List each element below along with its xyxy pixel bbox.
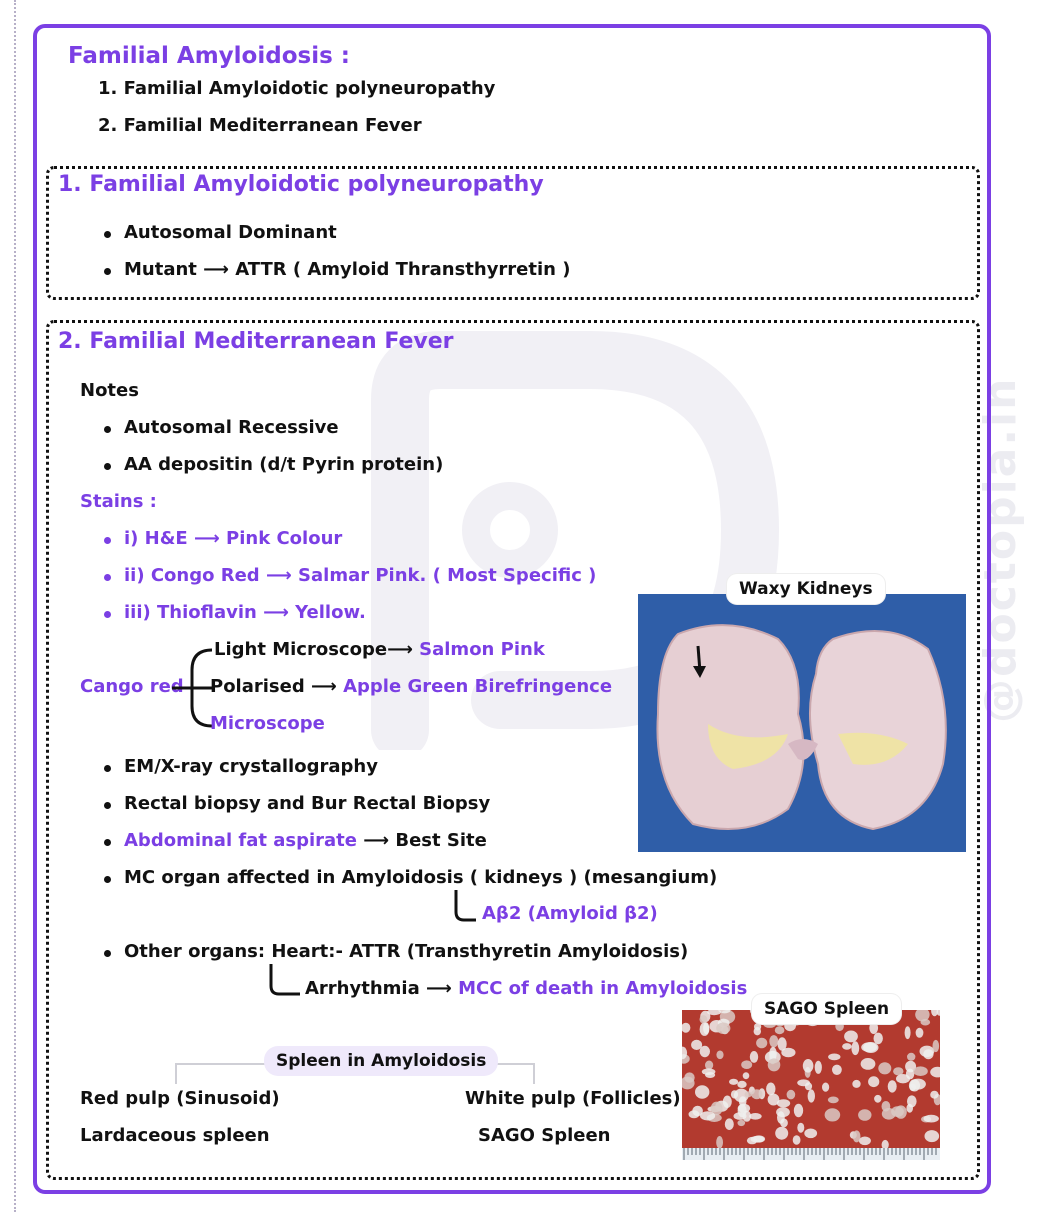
sago-nodule xyxy=(808,1089,815,1102)
intro-item-1: 1. Familial Amyloidotic polyneuropathy xyxy=(98,78,496,99)
sago-nodule xyxy=(794,1104,803,1117)
sago-nodule xyxy=(822,1083,829,1092)
bullet-dot xyxy=(104,231,111,238)
sago-nodule xyxy=(716,1136,723,1149)
sago-nodule xyxy=(924,1115,939,1123)
sago-nodule xyxy=(832,1065,842,1075)
sago-spleen-image xyxy=(682,1010,940,1160)
sago-nodule xyxy=(741,1060,752,1069)
bullet-dot xyxy=(104,802,111,809)
sago-nodule xyxy=(907,1053,915,1061)
sago-nodule xyxy=(787,1090,796,1100)
ab2-note: Aβ2 (Amyloid β2) xyxy=(482,903,658,924)
sago-nodule xyxy=(725,1118,734,1130)
bullet-dot xyxy=(104,876,111,883)
sago-nodule xyxy=(775,1026,785,1034)
sago-nodule xyxy=(769,1035,778,1047)
sago-nodule xyxy=(907,1095,917,1107)
intro-item-2: 2. Familial Mediterranean Fever xyxy=(98,115,422,136)
mc-organ-item: MC organ affected in Amyloidosis ( kidneys ) (mesangium) xyxy=(124,867,718,888)
sago-nodule xyxy=(905,1026,911,1039)
note-autosomal-recessive: Autosomal Recessive xyxy=(124,417,339,438)
sago-nodule xyxy=(874,1095,881,1103)
sago-nodule xyxy=(861,1058,876,1070)
waxy-kidneys-image xyxy=(638,594,966,852)
bullet-dot xyxy=(104,950,111,957)
ab2-connector xyxy=(452,888,478,924)
spleen-white-pulp: White pulp (Follicles) xyxy=(465,1088,681,1109)
sago-nodule xyxy=(731,1090,738,1098)
bullet-dot xyxy=(104,765,111,772)
sago-nodule xyxy=(756,1038,767,1049)
sago-nodule xyxy=(729,1079,738,1085)
sago-nodule xyxy=(930,1091,938,1099)
sago-nodule xyxy=(874,1033,883,1045)
waxy-kidneys-label: Waxy Kidneys xyxy=(727,574,885,604)
fat-aspirate-item: Abdominal fat aspirate ⟶ Best Site xyxy=(124,830,487,851)
sago-nodule xyxy=(750,1051,758,1063)
sago-nodule xyxy=(775,1127,788,1140)
notes-label: Notes xyxy=(80,380,139,401)
sago-nodule xyxy=(768,1094,780,1106)
section-1-bullet-1: Autosomal Dominant xyxy=(124,222,337,243)
sago-nodule xyxy=(888,1080,897,1092)
sago-nodule xyxy=(797,1079,810,1086)
sago-nodule xyxy=(909,1079,920,1091)
other-organs-item: Other organs: Heart:- ATTR (Transthyretin Amyloidosis) xyxy=(124,941,689,962)
sago-nodule xyxy=(777,1111,785,1123)
spleen-red-pulp: Red pulp (Sinusoid) xyxy=(80,1088,280,1109)
sago-nodule xyxy=(920,1046,935,1057)
bullet-dot xyxy=(104,426,111,433)
em-xray-item: EM/X-ray crystallography xyxy=(124,756,378,777)
sago-nodule xyxy=(738,1120,746,1126)
bullet-dot xyxy=(104,611,111,618)
sago-nodule xyxy=(747,1137,757,1144)
section-1-bullet-2: Mutant ⟶ ATTR ( Amyloid Thransthyrretin ) xyxy=(124,259,571,280)
sago-nodule xyxy=(716,1023,730,1034)
sago-nodule xyxy=(737,1081,746,1088)
sago-nodule xyxy=(916,1028,924,1038)
sago-spleen-label: SAGO Spleen xyxy=(752,994,901,1024)
sago-nodule xyxy=(868,1076,879,1087)
arrhythmia-connector xyxy=(266,962,302,1000)
sago-nodule xyxy=(804,1129,817,1139)
sago-nodule xyxy=(853,1130,861,1142)
congo-light-microscope: Light Microscope⟶ Salmon Pink xyxy=(214,639,545,660)
arrhythmia-note: Arrhythmia ⟶ MCC of death in Amyloidosis xyxy=(305,978,748,999)
stain-he: i) H&E ⟶ Pink Colour xyxy=(124,528,343,549)
sago-nodule xyxy=(745,1091,752,1097)
sago-nodule xyxy=(778,1037,787,1050)
congo-red-label: Cango red xyxy=(80,676,184,697)
sago-nodule xyxy=(768,1058,781,1071)
sago-nodule xyxy=(851,1041,859,1055)
bullet-dot xyxy=(104,574,111,581)
sago-nodule xyxy=(716,1051,723,1060)
sago-nodule xyxy=(913,1066,928,1076)
sago-nodule xyxy=(684,1072,694,1082)
sago-nodule xyxy=(896,1074,910,1083)
sago-nodule xyxy=(815,1061,822,1074)
spleen-sago: SAGO Spleen xyxy=(478,1125,611,1146)
sago-nodule xyxy=(700,1111,715,1120)
watermark-text: @doctopia.in xyxy=(975,376,1026,724)
page-title: Familial Amyloidosis : xyxy=(68,43,350,69)
bullet-dot xyxy=(104,839,111,846)
sago-nodule xyxy=(933,1040,940,1052)
section-2-heading: 2. Familial Mediterranean Fever xyxy=(58,329,454,354)
sago-nodule xyxy=(705,1061,713,1070)
note-aa-deposition: AA depositin (d/t Pyrin protein) xyxy=(124,454,444,475)
sago-nodule xyxy=(689,1110,700,1118)
sago-nodule xyxy=(793,1135,801,1144)
sago-nodule xyxy=(754,1027,761,1035)
page-margin-rule xyxy=(14,0,16,1212)
sago-nodule xyxy=(723,1096,732,1108)
spleen-title: Spleen in Amyloidosis xyxy=(264,1046,498,1076)
sago-nodule xyxy=(766,1083,775,1096)
congo-polarised: Polarised ⟶ Apple Green Birefringence xyxy=(210,676,613,697)
sago-nodule xyxy=(878,1062,891,1074)
sago-nodule xyxy=(803,1059,814,1073)
bullet-dot xyxy=(104,463,111,470)
sago-nodule xyxy=(861,1042,877,1052)
bullet-dot xyxy=(104,537,111,544)
sago-nodule xyxy=(797,1123,804,1133)
sago-nodule xyxy=(734,1112,747,1120)
sago-nodule xyxy=(925,1130,940,1142)
sago-nodule xyxy=(852,1080,860,1088)
sago-nodule xyxy=(738,1104,750,1113)
section-1-heading: 1. Familial Amyloidotic polyneuropathy xyxy=(58,172,544,197)
congo-microscope: Microscope xyxy=(210,713,325,734)
sago-nodule xyxy=(828,1054,840,1061)
kidney-illustration xyxy=(638,594,966,852)
sago-nodule xyxy=(844,1031,858,1043)
stain-thioflavin: iii) Thioflavin ⟶ Yellow. xyxy=(124,602,366,623)
sago-nodule xyxy=(828,1097,839,1104)
stains-label: Stains : xyxy=(80,491,157,512)
sago-illustration xyxy=(682,1010,940,1160)
sago-nodule xyxy=(702,1068,716,1075)
sago-nodule xyxy=(882,1108,896,1120)
sago-nodule xyxy=(751,1089,762,1099)
bullet-dot xyxy=(104,268,111,275)
sago-nodule xyxy=(743,1072,750,1079)
stain-congo-red: ii) Congo Red ⟶ Salmar Pink. ( Most Specific ) xyxy=(124,565,597,586)
sago-nodule xyxy=(703,1022,709,1034)
sago-nodule xyxy=(842,1043,852,1050)
spleen-lardaceous: Lardaceous spleen xyxy=(80,1125,270,1146)
sago-nodule xyxy=(695,1085,709,1099)
sago-nodule xyxy=(859,1137,871,1146)
sago-nodule xyxy=(825,1108,841,1121)
rectal-biopsy-item: Rectal biopsy and Bur Rectal Biopsy xyxy=(124,793,491,814)
sago-nodule xyxy=(858,1109,871,1121)
sago-nodule xyxy=(691,1040,702,1050)
